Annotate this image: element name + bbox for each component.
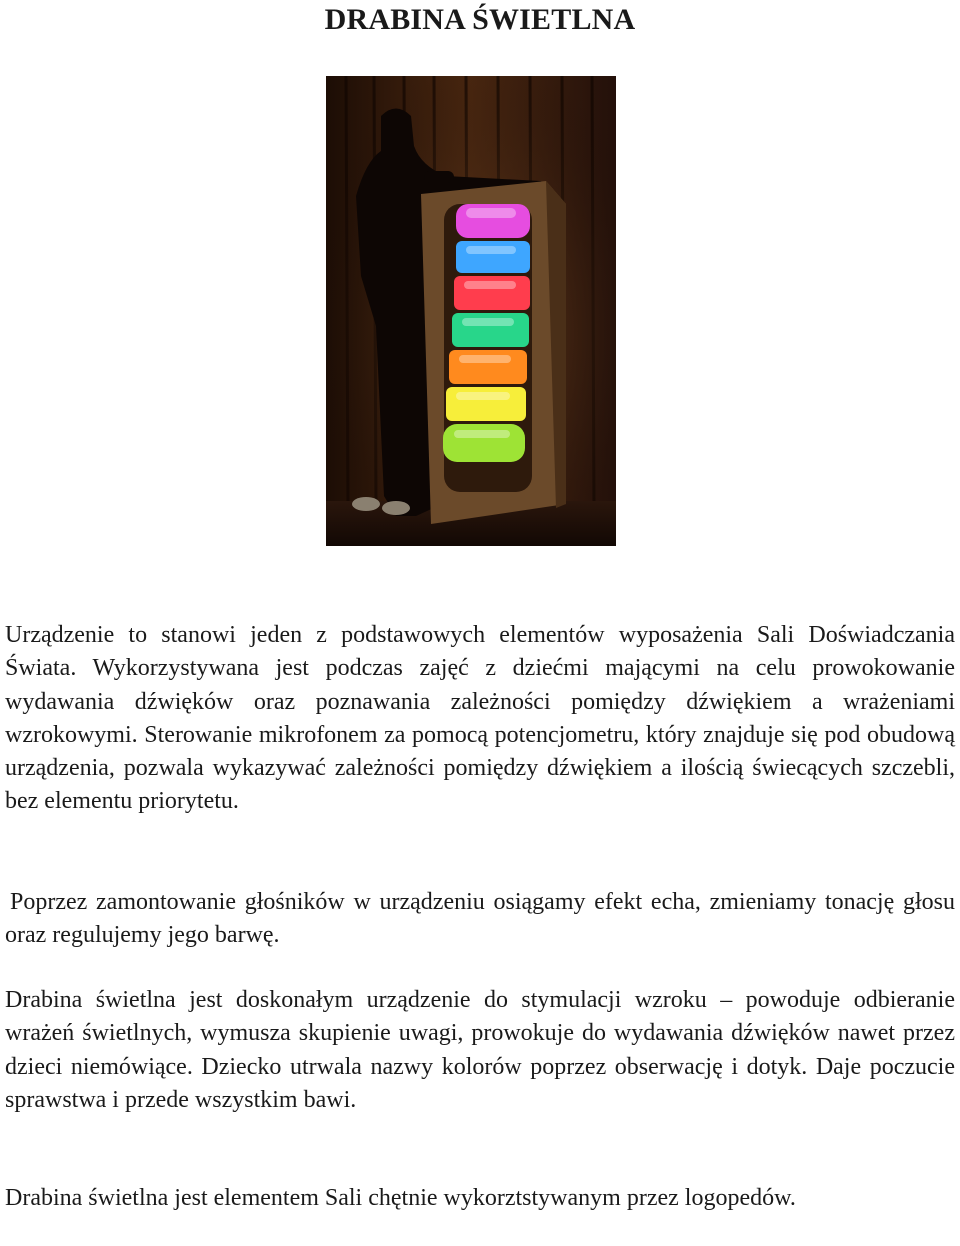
page-title: DRABINA ŚWIETLNA (324, 3, 636, 36)
paragraph-stimulation: Drabina świetlna jest doskonałym urządzenie do stymulacji wzroku – powoduje odbieranie wrażeń świetlnych, wymusza skupienie uwagi, prowokuje do wydawania dźwięków nawet przez dzieci niemówiące. Dziecko utrwala nazwy kolorów poprzez obserwację i dotyk. Daje poczucie sprawstwa i przede wszystkim bawi. (5, 987, 955, 1113)
photo-light-ladder-icon (326, 76, 616, 546)
paragraph-speakers: Poprzez zamontowanie głośników w urządzeniu osiągamy efekt echa, zmieniamy tonację głosu oraz regulujemy jego barwę. (5, 889, 955, 949)
paragraph-speech-therapists: Drabina świetlna jest elementem Sali chętnie wykorztstywanym przez logopedów. (5, 1185, 796, 1211)
paragraph-intro: Urządzenie to stanowi jeden z podstawowych elementów wyposażenia Sali Doświadczania Świata. Wykorzystywana jest podczas zajęć z dziećmi mającymi na celu prowokowanie wydawania dźwięków oraz poznawania zależności pomiędzy dźwiękiem a wrażeniami wzrokowymi. Sterowanie mikrofonem za pomocą potencjometru, który znajduje się pod obudową urządzenia, pozwala wykazywać zależności pomiędzy dźwiękiem a ilością świecących szczebli, bez elementu priorytetu. (5, 622, 955, 815)
